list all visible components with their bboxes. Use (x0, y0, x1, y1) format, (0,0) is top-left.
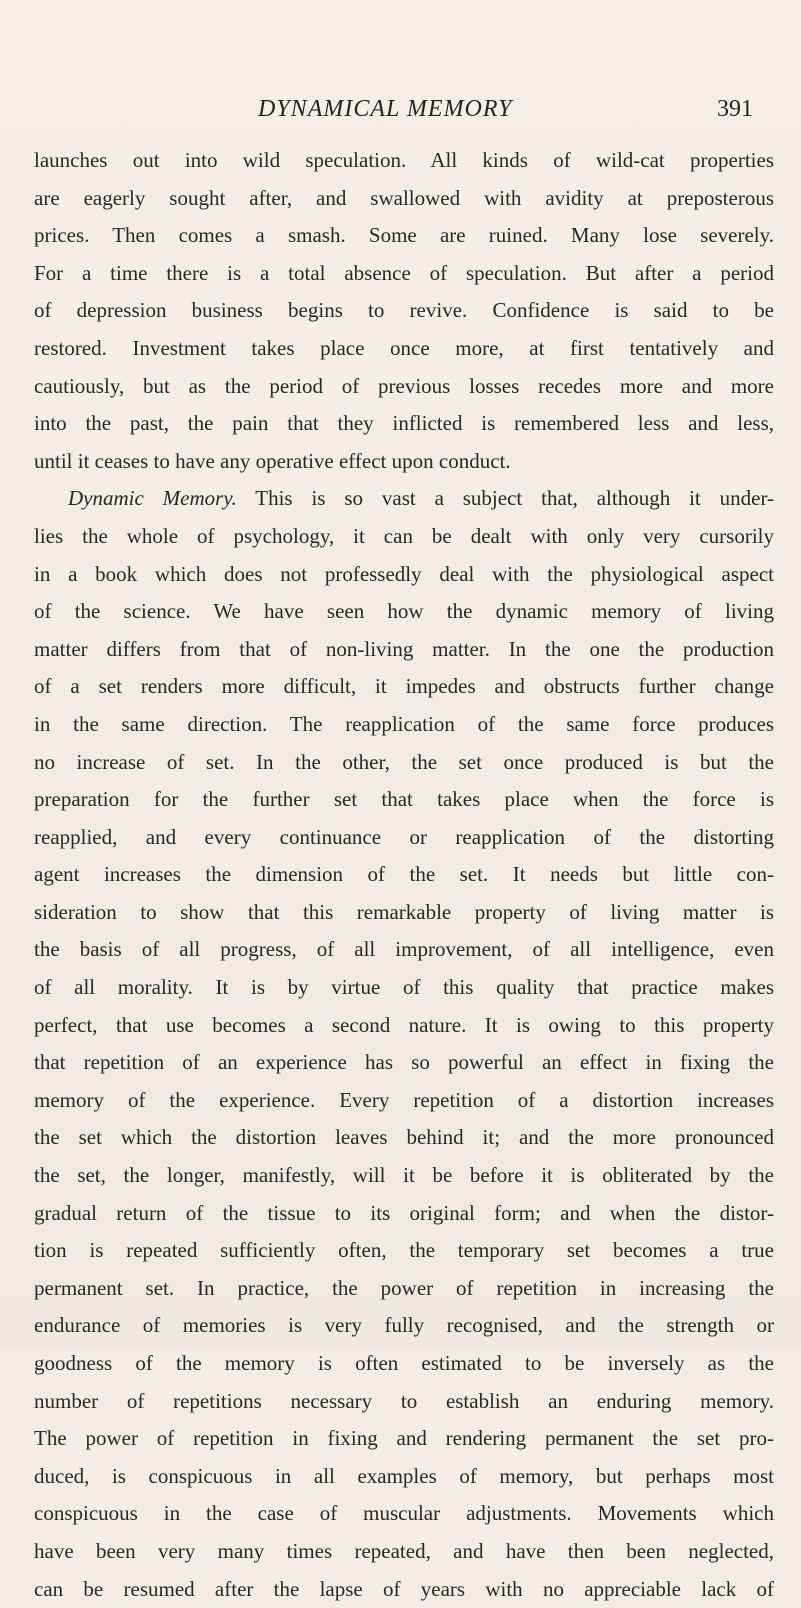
text-line: reapplied, and every continuance or reapplication of the distorting (34, 824, 774, 849)
text-line: that repetition of an experience has so powerful an effect in fixing the (34, 1050, 774, 1075)
text-line: the set which the distortion leaves behind it; and the more pronounced (34, 1125, 774, 1150)
text-line: endurance of memories is very fully recognised, and the strength or (34, 1313, 774, 1338)
text-line: agent increases the dimension of the set. It needs but little con- (34, 862, 774, 887)
text-line: in the same direction. The reapplication of the same force produces (34, 711, 774, 736)
body-text (34, 142, 774, 1608)
text-line: have been very many times repeated, and have then been neglected, (34, 1538, 774, 1563)
text-line: The power of repetition in fixing and rendering permanent the set pro- (34, 1426, 774, 1451)
text-line: perfect, that use becomes a second nature. It is owing to this property (34, 1012, 774, 1037)
text-line: gradual return of the tissue to its original form; and when the distor- (34, 1200, 774, 1225)
section-opening-line (34, 480, 774, 518)
text-line: tion is repeated sufficiently often, the temporary set becomes a true (34, 1238, 774, 1263)
text-line: permanent set. In practice, the power of repetition in increasing the (34, 1275, 774, 1300)
text-line: For a time there is a total absence of speculation. But after a period (34, 260, 774, 285)
text-line: sideration to show that this remarkable property of living matter is (34, 899, 774, 924)
text-line: can be resumed after the lapse of years with no appreciable lack of (34, 1576, 774, 1601)
text-line: of the science. We have seen how the dynamic memory of living (34, 599, 774, 624)
running-head-title: DYNAMICAL MEMORY (258, 96, 513, 122)
text-line: of all morality. It is by virtue of this quality that practice makes (34, 975, 774, 1000)
text-line: of depression business begins to revive. Confidence is said to be (34, 298, 774, 323)
text-line: no increase of set. In the other, the set once produced is but the (34, 749, 774, 774)
text-line: launches out into wild speculation. All kinds of wild-cat properties (34, 148, 774, 172)
text-line: prices. Then comes a smash. Some are ruined. Many lose severely. (34, 223, 774, 248)
text-line: the basis of all progress, of all improvement, of all intelligence, even (34, 937, 774, 962)
text-line: in a book which does not professedly deal with the physiological aspect (34, 561, 774, 586)
text-line: preparation for the further set that takes place when the force is (34, 787, 774, 812)
text-line: duced, is conspicuous in all examples of memory, but perhaps most (34, 1463, 774, 1488)
text-line: of a set renders more difficult, it impedes and obstructs further change (34, 674, 774, 699)
text-line: number of repetitions necessary to establish an enduring memory. (34, 1388, 774, 1413)
text-line: the set, the longer, manifestly, will it be before it is obliterated by the (34, 1163, 774, 1188)
text-line: cautiously, but as the period of previous losses recedes more and more (34, 373, 774, 398)
text-line: into the past, the pain that they inflicted is remembered less and less, (34, 411, 774, 436)
page-number: 391 (717, 96, 753, 122)
text-line: goodness of the memory is often estimated to be inversely as the (34, 1351, 774, 1375)
section-title: Dynamic Memory. (68, 486, 237, 511)
section-first-line-text: This is so vast a subject that, although it under- (255, 486, 775, 511)
text-line: until it ceases to have any operative effect upon conduct. (34, 448, 511, 473)
text-line: conspicuous in the case of muscular adjustments. Movements which (34, 1501, 774, 1526)
text-line: lies the whole of psychology, it can be dealt with only very cursorily (34, 523, 774, 548)
text-line: are eagerly sought after, and swallowed with avidity at preposterous (34, 185, 774, 210)
text-line: matter differs from that of non-living matter. In the one the production (34, 636, 774, 661)
text-line: memory of the experience. Every repetition of a distortion increases (34, 1087, 774, 1112)
text-line: restored. Investment takes place once more, at first tentatively and (34, 335, 774, 360)
